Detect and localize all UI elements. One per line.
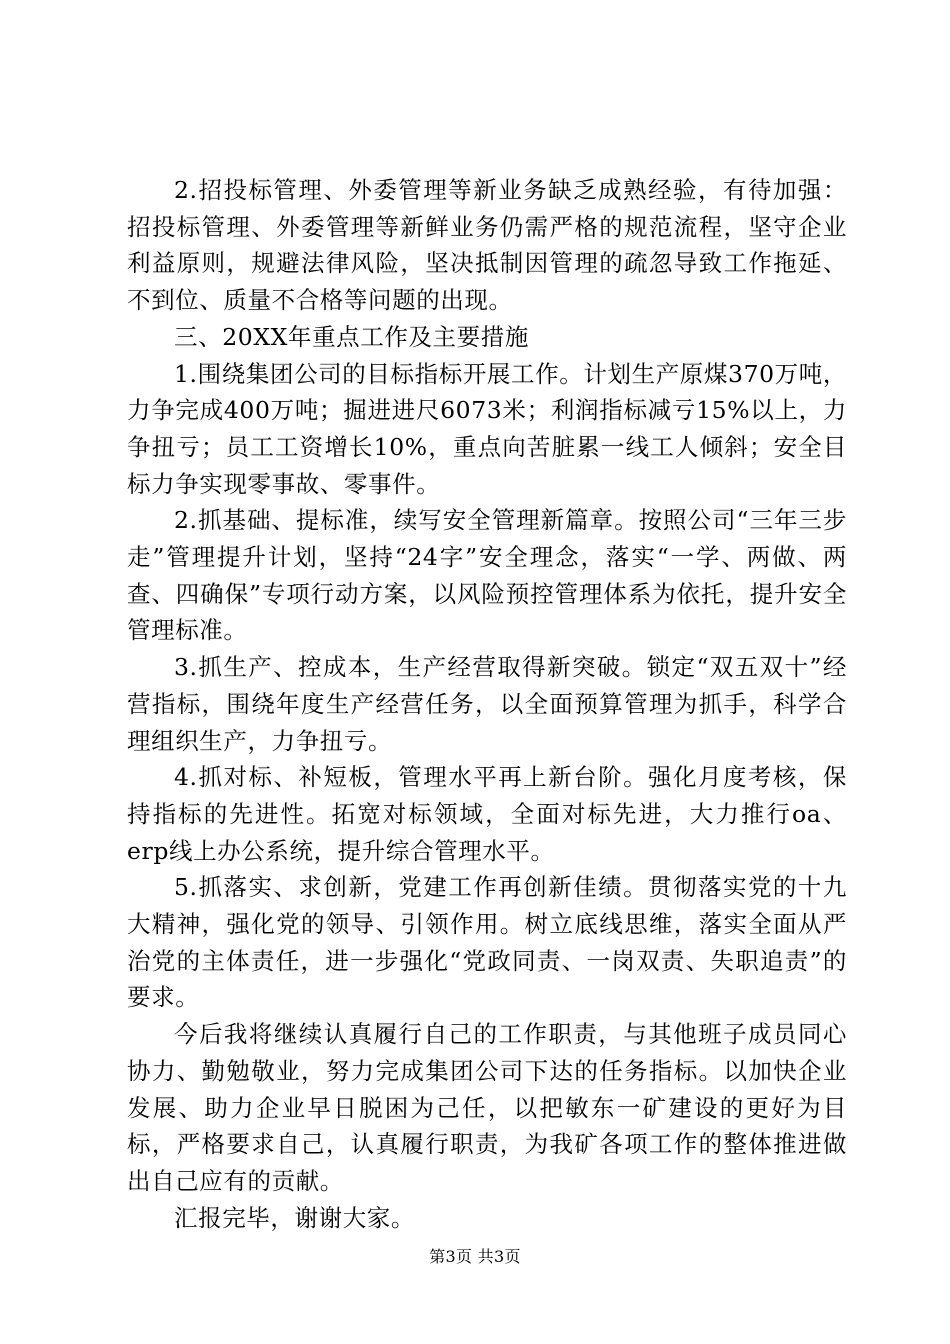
paragraph-party-building: 5.抓落实、求创新，党建工作再创新佳绩。贯彻落实党的十九大精神，强化党的领导、引领作用。树立底线思维，落实全面从严治党的主体责任，进一步强化“党政同责、一岗双责、失职追责”的要求。 bbox=[127, 873, 847, 1012]
paragraph-production-cost: 3.抓生产、控成本，生产经营取得新突破。锁定“双五双十”经营指标，围绕年度生产经营任务，以全面预算管理为抓手，科学合理组织生产，力争扭亏。 bbox=[127, 653, 847, 755]
paragraph-benchmarking: 4.抓对标、补短板，管理水平再上新台阶。强化月度考核，保持指标的先进性。拓宽对标领域，全面对标先进，大力推行oa、erp线上办公系统，提升综合管理水平。 bbox=[127, 763, 847, 865]
document-body bbox=[127, 172, 847, 1236]
page-footer: 第3页 共3页 bbox=[429, 1247, 521, 1266]
paragraph-commitment: 今后我将继续认真履行自己的工作职责，与其他班子成员同心协力、勤勉敬业，努力完成集团公司下达的任务指标。以加快企业发展、助力企业早日脱困为己任，以把敏东一矿建设的更好为目标，严格要求自己，认真履行职责，为我矿各项工作的整体推进做出自己应有的贡献。 bbox=[127, 1020, 847, 1195]
paragraph-closing: 汇报完毕，谢谢大家。 bbox=[174, 1203, 415, 1232]
paragraph-tender-management: 2.招投标管理、外委管理等新业务缺乏成熟经验，有待加强：招投标管理、外委管理等新鲜业务仍需严格的规范流程，坚守企业利益原则，规避法律风险，坚决抵制因管理的疏忽导致工作拖延、不到位、质量不合格等问题的出现。 bbox=[127, 176, 847, 315]
section-heading-key-work: 三、20XX年重点工作及主要措施 bbox=[174, 322, 529, 351]
paragraph-target-indicators: 1.围绕集团公司的目标指标开展工作。计划生产原煤370万吨，力争完成400万吨；掘进进尺6073米；利润指标减亏15%以上，力争扭亏；员工工资增长10%，重点向苦脏累一线工人倾斜；安全目标力争实现零事故、零事件。 bbox=[127, 359, 847, 498]
paragraph-safety-management: 2.抓基础、提标准，续写安全管理新篇章。按照公司“三年三步走”管理提升计划，坚持“24字”安全理念，落实“一学、两做、两查、四确保”专项行动方案，以风险预控管理体系为依托，提升安全管理标准。 bbox=[127, 506, 847, 645]
